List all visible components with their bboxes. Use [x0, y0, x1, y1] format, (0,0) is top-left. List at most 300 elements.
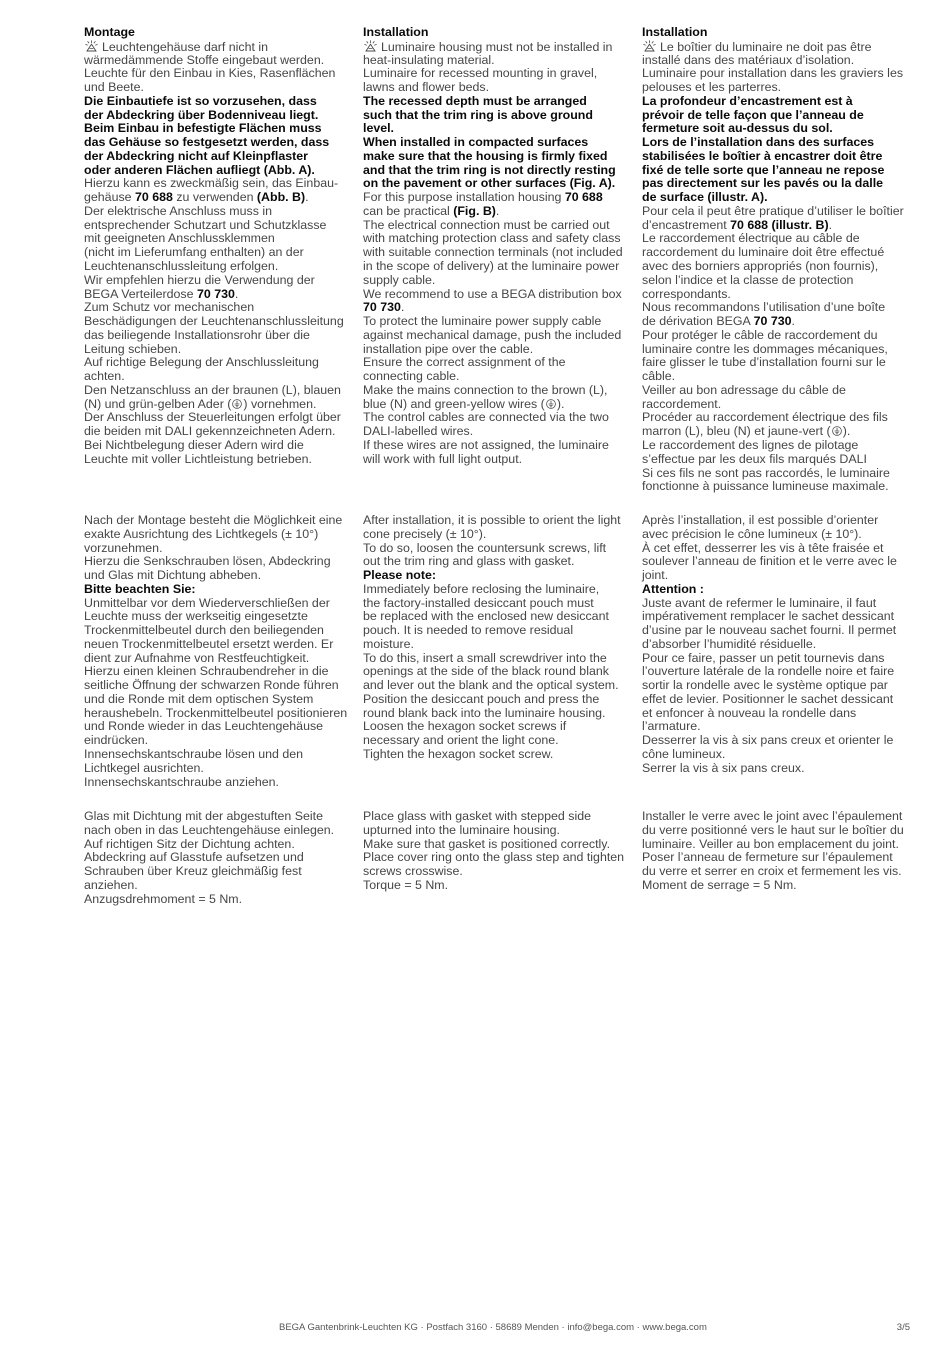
text-run: avec des borniers appropriés (non fournis), [642, 259, 879, 274]
text-line [84, 26, 356, 40]
text-line [363, 136, 635, 150]
text-run: cône lumineux. [642, 747, 726, 762]
text-line [363, 693, 635, 707]
text-run: Hierzu kann es zweckmäßig sein, das Einbau- [84, 176, 339, 191]
text-run: Ensure the correct assignment of the [363, 355, 566, 370]
text-run: Tighten the hexagon socket screw. [363, 747, 554, 762]
text-line [642, 274, 914, 288]
text-line [363, 301, 635, 315]
text-run: round blank back into the luminaire housing. [363, 705, 606, 720]
text-line [84, 865, 356, 879]
text-run: Veiller au bon adressage du câble de [642, 382, 846, 397]
text-run: Anzugsdrehmoment = 5 Nm. [84, 891, 243, 906]
text-run: To do so, loosen the countersunk screws, lift [363, 540, 607, 555]
text-run: The control cables are connected via the two [363, 410, 609, 425]
text-run: Installer le verre avec le joint avec l’épaulement [642, 809, 903, 823]
text-run: Abdeckring auf Glasstufe aufsetzen und [84, 850, 304, 865]
text-line [642, 260, 914, 274]
text-run: blue (N) and green-yellow wires ( [363, 396, 545, 411]
text-line [84, 720, 356, 734]
text-run: Juste avant de refermer le luminaire, il faut [642, 595, 877, 610]
text-run: Immediately before reclosing the luminaire, [363, 581, 600, 596]
text-line [84, 288, 356, 302]
text-line [642, 514, 914, 528]
text-line [84, 776, 356, 790]
alignment-block [84, 514, 356, 789]
text-run: Poser l’anneau de fermeture sur l’épaulement [642, 850, 893, 865]
bold-text-run: The recessed depth must be arranged [363, 93, 587, 108]
text-line [642, 288, 914, 302]
text-line [642, 219, 914, 233]
text-line [363, 638, 635, 652]
bold-text-run: 70 730 [196, 286, 235, 301]
text-run: screws crosswise. [363, 864, 463, 879]
text-run: joint. [642, 568, 669, 583]
text-line [84, 164, 356, 178]
text-run: heraushebeln. Trockenmittelbeutel positionieren [84, 705, 348, 720]
text-line [642, 26, 914, 40]
text-line [363, 555, 635, 569]
text-line [642, 555, 914, 569]
text-run: After installation, it is possible to orient the light [363, 513, 621, 527]
bold-text-run: La profondeur d’encastrement est à [642, 93, 853, 108]
text-line [84, 542, 356, 556]
text-line [363, 720, 635, 734]
text-run: Place cover ring onto the glass step and tighten [363, 850, 625, 865]
text-line [363, 514, 635, 528]
bold-text-run: Installation [363, 25, 429, 39]
text-line [363, 109, 635, 123]
text-run: correspondants. [642, 286, 731, 301]
text-line [363, 398, 635, 412]
text-line [84, 555, 356, 569]
text-run: du verre et serrer en croix et fermement les vis. [642, 864, 902, 879]
text-line [363, 425, 635, 439]
text-run: Le raccordement des lignes de pilotage [642, 437, 859, 452]
text-line [84, 67, 356, 81]
text-run: Leitung schieben. [84, 341, 182, 356]
text-line [642, 762, 914, 776]
text-run: luminaire contre les dommages mécaniques, [642, 341, 888, 356]
bold-text-run: der Abdeckring über Bodenniveau liegt. [84, 107, 319, 122]
bold-text-run: das Gehäuse so festgesetzt werden, dass [84, 135, 330, 150]
text-line [84, 411, 356, 425]
text-run: ). [556, 396, 565, 411]
text-line [363, 569, 635, 583]
text-line [363, 343, 635, 357]
text-run: d’usine par le nouveau sachet fourni. Il permet [642, 623, 897, 638]
text-run: Luminaire housing must not be installed in [381, 39, 613, 54]
text-line [642, 95, 914, 109]
text-run: pelouses et les parterres. [642, 80, 782, 95]
glass-mounting-block [363, 810, 635, 893]
text-run: dient zur Aufnahme von Restfeuchtigkeit. [84, 650, 310, 665]
text-line [642, 370, 914, 384]
text-run: Lichtkegel ausrichten. [84, 760, 204, 775]
text-run: be replaced with the enclosed new desiccant [363, 609, 609, 624]
text-run: Leuchtengehäuse darf nicht in [102, 39, 269, 54]
text-line [642, 720, 914, 734]
glass-mounting-block [642, 810, 914, 893]
text-run: l’ouverture latérale de la rondelle noire et faire [642, 664, 895, 679]
text-run: eindrücken. [84, 733, 149, 748]
text-line [363, 205, 635, 219]
text-line [363, 652, 635, 666]
text-run: die beiden mit DALI gekennzeichneten Adern. [84, 424, 336, 439]
footer [279, 1322, 707, 1334]
text-run: . [828, 217, 833, 232]
text-line [84, 624, 356, 638]
text-line [84, 707, 356, 721]
text-line [363, 851, 635, 865]
text-run: out the trim ring and glass with gasket. [363, 554, 575, 569]
text-run: If these wires are not assigned, the luminaire [363, 437, 609, 452]
text-run: Make sure that gasket is positioned correctly. [363, 836, 611, 851]
text-line [363, 315, 635, 329]
text-run: Hierzu einen kleinen Schraubendreher in die [84, 664, 329, 679]
text-run: installation pipe over the cable. [363, 341, 534, 356]
text-run: du verre positionné vers le haut sur le boîtier du [642, 822, 904, 837]
text-line [84, 610, 356, 624]
text-run: s’effectue par les deux fils marqués DALI [642, 451, 867, 466]
text-run: À cet effet, desserrer les vis à tête fraisée et [642, 540, 884, 555]
bold-text-run: Die Einbautiefe ist so vorzusehen, dass [84, 93, 317, 108]
text-line [642, 232, 914, 246]
text-line [642, 665, 914, 679]
text-line [84, 40, 356, 54]
text-line [642, 480, 914, 494]
text-line [642, 122, 914, 136]
text-run: das beiliegende Installationsrohr über die [84, 327, 310, 342]
text-line [84, 583, 356, 597]
text-run: et enfoncer à nouveau la rondelle dans [642, 705, 857, 720]
text-line [363, 260, 635, 274]
text-run: raccordement. [642, 396, 722, 411]
text-line [84, 569, 356, 583]
text-run: Glas mit Dichtung mit der abgestuften Seite [84, 809, 323, 823]
bold-text-run: Please note: [363, 568, 436, 583]
text-line [642, 528, 914, 542]
text-run: Unmittelbar vor dem Wiederverschließen der [84, 595, 330, 610]
bold-text-run: fixé de telle sorte que l’anneau ne repose [642, 162, 885, 177]
text-line [363, 232, 635, 246]
text-run: Leuchte für den Einbau in Kies, Rasenflächen [84, 66, 336, 81]
text-line [84, 679, 356, 693]
bold-text-run: (Fig. B) [453, 203, 496, 218]
text-run: gehäuse [84, 190, 135, 205]
text-run: achten. [84, 369, 125, 384]
text-line [363, 219, 635, 233]
text-run: und Beete. [84, 80, 144, 95]
text-line [642, 851, 914, 865]
text-line [84, 384, 356, 398]
text-line [363, 384, 635, 398]
text-run: Den Netzanschluss an der braunen (L), blauen [84, 382, 341, 397]
text-run: effet de levier. Positionner le sachet dessicant [642, 691, 894, 706]
text-line [84, 301, 356, 315]
text-line [84, 879, 356, 893]
text-line [642, 164, 914, 178]
text-run: . [400, 300, 405, 315]
text-run: Innensechskantschraube lösen und den [84, 747, 304, 762]
text-run: heat-insulating material. [363, 52, 495, 67]
text-line [363, 81, 635, 95]
column-french [642, 0, 914, 1353]
bold-text-run: such that the trim ring is above ground [363, 107, 593, 122]
text-line [84, 136, 356, 150]
text-run: pouch. It is needed to remove residual [363, 623, 574, 638]
alignment-block [642, 514, 914, 776]
text-run: Leuchtenanschlussleitung erfolgen. [84, 259, 279, 274]
text-line [642, 54, 914, 68]
text-line [363, 164, 635, 178]
text-run: anziehen. [84, 877, 138, 892]
text-run: Luminaire pour installation dans les graviers les [642, 66, 904, 81]
text-run: marron (L), bleu (N) et jaune-vert ( [642, 424, 831, 439]
text-run: supply cable. [363, 272, 436, 287]
bold-text-run: Beim Einbau in befestigte Flächen muss [84, 121, 322, 136]
text-line [84, 232, 356, 246]
text-line [84, 329, 356, 343]
text-line [363, 40, 635, 54]
text-run: Loosen the hexagon socket screws if [363, 719, 567, 734]
text-line [363, 122, 635, 136]
text-line [363, 246, 635, 260]
text-line [84, 370, 356, 384]
text-line [642, 569, 914, 583]
text-line [642, 467, 914, 481]
text-run: selon l’indice et la classe de protection [642, 272, 854, 287]
luminaire-insulation-warning-icon [85, 40, 98, 52]
text-run: vorzunehmen. [84, 540, 163, 555]
text-line [642, 136, 914, 150]
text-line [363, 329, 635, 343]
protective-earth-icon [832, 426, 842, 436]
text-line [84, 693, 356, 707]
bold-text-run: fermeture soit au-dessus du sol. [642, 121, 833, 136]
text-run: Moment de serrage = 5 Nm. [642, 877, 797, 892]
text-run: impérativement remplacer le sachet dessicant [642, 609, 895, 624]
alignment-block [363, 514, 635, 762]
text-run: Auf richtige Belegung der Anschlussleitung [84, 355, 319, 370]
text-run: entsprechender Schutzart und Schutzklasse [84, 217, 327, 232]
text-run: DALI-labelled wires. [363, 424, 474, 439]
text-line [363, 824, 635, 838]
text-line [363, 54, 635, 68]
text-line [84, 439, 356, 453]
text-line [84, 893, 356, 907]
text-run: Hierzu die Senkschrauben lösen, Abdeckring [84, 554, 331, 569]
text-line [363, 274, 635, 288]
text-line [84, 453, 356, 467]
glass-mounting-block [84, 810, 356, 906]
text-run: Luminaire for recessed mounting in gravel, [363, 66, 598, 81]
text-run: Pour protéger le câble de raccordement du [642, 327, 878, 342]
text-line [642, 425, 914, 439]
text-run: Trockenmittelbeutel durch den beiliegenden [84, 623, 324, 638]
bold-text-run: on the pavement or other surfaces (Fig. A). [363, 176, 616, 191]
installation-block [84, 26, 356, 467]
text-line [84, 425, 356, 439]
text-line [642, 150, 914, 164]
text-run: Der elektrische Anschluss muss in [84, 203, 272, 218]
text-run: und Glas mit Dichtung abheben. [84, 568, 262, 583]
text-line [84, 219, 356, 233]
text-line [363, 453, 635, 467]
bold-text-run: oder anderen Flächen aufliegt (Abb. A). [84, 162, 315, 177]
column-english [363, 0, 635, 1353]
text-line [363, 26, 635, 40]
text-run: cone precisely (± 10°). [363, 526, 487, 541]
text-run: Place glass with gasket with stepped side [363, 809, 591, 823]
text-run: openings at the side of the black round blank [363, 664, 609, 679]
text-line [642, 384, 914, 398]
text-run: Wir empfehlen hierzu die Verwendung der [84, 272, 315, 287]
text-run: und die Ronde mit dem optischen System [84, 691, 314, 706]
text-line [363, 665, 635, 679]
text-run: To do this, insert a small screwdriver into the [363, 650, 607, 665]
text-line [642, 398, 914, 412]
protective-earth-icon [232, 399, 242, 409]
protective-earth-icon [546, 399, 556, 409]
text-run: Procéder au raccordement électrique des fils [642, 410, 888, 425]
text-run: The electrical connection must be carried out [363, 217, 610, 232]
text-line [363, 288, 635, 302]
text-run: nach oben in das Leuchtengehäuse einlegen. [84, 822, 335, 837]
text-run: l’armature. [642, 719, 701, 734]
text-line [363, 879, 635, 893]
text-line [642, 734, 914, 748]
text-line [84, 652, 356, 666]
bold-text-run: de surface (illustr. A). [642, 190, 768, 205]
text-line [84, 81, 356, 95]
bold-text-run: Installation [642, 25, 708, 39]
text-line [642, 439, 914, 453]
text-line [84, 665, 356, 679]
text-run: Innensechskantschraube anziehen. [84, 774, 279, 789]
text-run: soulever l’anneau de finition et le verre avec le [642, 554, 897, 569]
text-line [84, 274, 356, 288]
text-line [84, 638, 356, 652]
text-run: Auf richtigen Sitz der Dichtung achten. [84, 836, 295, 851]
text-run: (N) und grün-gelben Ader ( [84, 396, 232, 411]
text-line [84, 54, 356, 68]
text-line [84, 851, 356, 865]
text-run: with suitable connection terminals (not included [363, 245, 623, 260]
text-run: ). [842, 424, 851, 439]
text-line [84, 398, 356, 412]
luminaire-insulation-warning-icon [643, 40, 656, 52]
text-run: against mechanical damage, push the included [363, 327, 622, 342]
text-line [642, 453, 914, 467]
bold-text-run: 70 688 [134, 190, 173, 205]
text-run: Beschädigungen der Leuchtenanschlussleitung [84, 314, 344, 329]
text-line [642, 81, 914, 95]
text-line [642, 824, 914, 838]
text-line [642, 638, 914, 652]
text-run: . [234, 286, 239, 301]
text-line [363, 370, 635, 384]
text-line [363, 95, 635, 109]
text-line [363, 356, 635, 370]
text-run: . [495, 203, 500, 218]
text-run: in the scope of delivery) at the luminaire power [363, 259, 620, 274]
text-line [642, 693, 914, 707]
text-line [84, 356, 356, 370]
text-line [84, 260, 356, 274]
text-run: connecting cable. [363, 369, 460, 384]
text-run: Pour ce faire, passer un petit tournevis dans [642, 650, 885, 665]
text-line [642, 583, 914, 597]
text-line [84, 762, 356, 776]
text-run: the factory-installed desiccant pouch must [363, 595, 594, 610]
text-run: Zum Schutz vor mechanischen [84, 300, 255, 315]
text-run: Schrauben über Kreuz gleichmäßig fest [84, 864, 302, 879]
bold-text-run: der Abdeckring nicht auf Kleinpflaster [84, 148, 308, 163]
text-line [363, 583, 635, 597]
text-line [642, 810, 914, 824]
text-line [84, 315, 356, 329]
text-run: . [791, 314, 795, 329]
text-run: Après l’installation, il est possible d’orienter [642, 513, 879, 527]
installation-block [642, 26, 914, 494]
text-run: can be practical [363, 203, 454, 218]
text-run: Le boîtier du luminaire ne doit pas être [660, 39, 872, 54]
text-line [642, 652, 914, 666]
text-run: mit geeigneten Anschlussklemmen [84, 231, 275, 246]
bold-text-run: make sure that the housing is firmly fixed [363, 148, 608, 163]
text-line [84, 109, 356, 123]
bold-text-run: (Abb. B) [256, 190, 306, 205]
page-number: 3/5 [896, 1322, 910, 1333]
bold-text-run: pas directement sur les pavés ou la dalle [642, 176, 884, 191]
text-run: luminaire. Veiller au bon emplacement du joint. [642, 836, 899, 851]
bold-text-run: 70 688 [564, 190, 603, 205]
text-line [84, 246, 356, 260]
text-run: ) vornehmen. [243, 396, 317, 411]
text-run: fonctionne à puissance lumineuse maximale. [642, 479, 889, 494]
text-line [642, 865, 914, 879]
text-line [84, 514, 356, 528]
text-line [84, 205, 356, 219]
text-run: faire glisser le tube d’installation fourni sur le [642, 355, 886, 370]
text-run: Nous recommandons l’utilisation d’une boîte [642, 300, 886, 315]
text-run: Make the mains connection to the brown (L), [363, 382, 608, 397]
text-run: with matching protection class and safety class [363, 231, 621, 246]
text-line [642, 301, 914, 315]
text-run: Serrer la vis à six pans creux. [642, 760, 805, 775]
text-line [642, 205, 914, 219]
text-line [363, 542, 635, 556]
text-run: sortir la rondelle avec le système optique par [642, 678, 888, 693]
text-line [363, 411, 635, 425]
text-run: Position the desiccant pouch and press the [363, 691, 600, 706]
text-line [84, 734, 356, 748]
text-line [363, 838, 635, 852]
text-line [84, 191, 356, 205]
text-line [642, 109, 914, 123]
text-run: Torque = 5 Nm. [363, 877, 449, 892]
text-line [642, 191, 914, 205]
text-line [642, 679, 914, 693]
text-line [642, 67, 914, 81]
text-line [363, 597, 635, 611]
text-line [363, 624, 635, 638]
text-line [642, 624, 914, 638]
bold-text-run: 70 688 (illustr. B) [730, 217, 829, 232]
text-line [363, 707, 635, 721]
text-run: und Ronde wieder in das Leuchtengehäuse [84, 719, 324, 734]
